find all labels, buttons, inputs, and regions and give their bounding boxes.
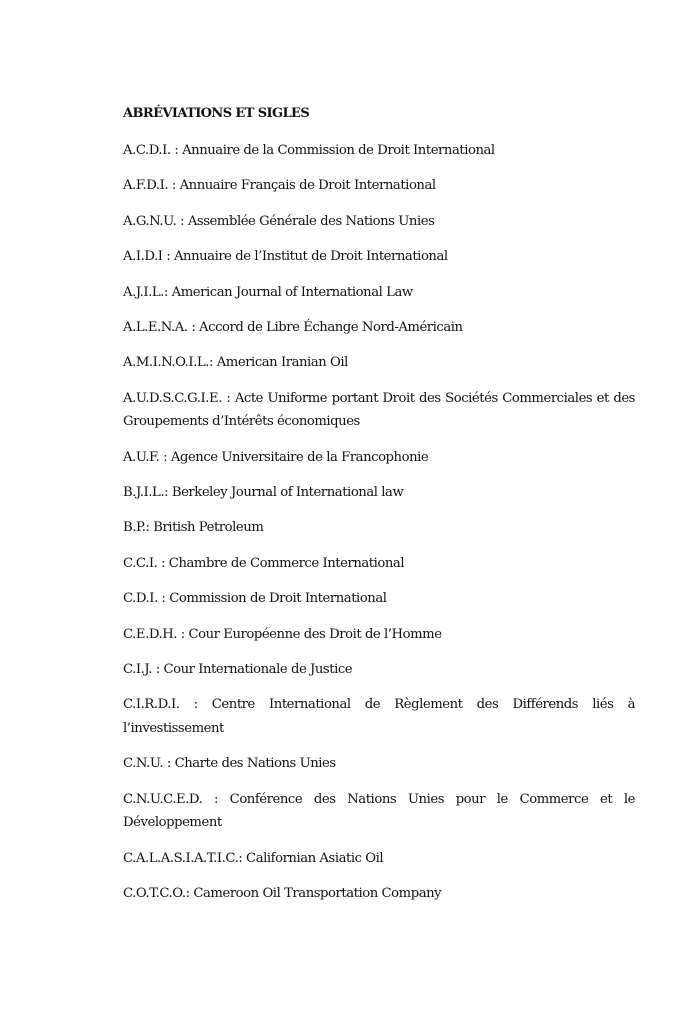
abbreviation-entry: B.J.I.L.: Berkeley Journal of International law xyxy=(123,485,404,501)
abbreviation-entry: A.C.D.I. : Annuaire de la Commission de Droit International xyxy=(123,143,495,158)
abbreviation-list xyxy=(123,139,635,905)
abbreviation-entry: C.A.L.A.S.I.A.T.I.C.: Californian Asiatic Oil xyxy=(123,850,384,866)
abbreviation-entry: C.O.T.C.O.: Cameroon Oil Transportation Company xyxy=(123,885,442,901)
abbreviation-entry: C.N.U. : Charte des Nations Unies xyxy=(123,756,336,772)
abbreviation-entry: C.I.R.D.I. : Centre International de Règlement des Différends liés à l’investissement xyxy=(123,697,635,736)
abbreviation-entry: A.M.I.N.O.I.L.: American Iranian Oil xyxy=(123,355,348,371)
abbreviation-entry: B.P.: British Petroleum xyxy=(123,520,264,536)
page-heading: ABRÉVIATIONS ET SIGLES xyxy=(123,106,310,121)
abbreviation-entry: A.G.N.U. : Assemblée Générale des Nations Unies xyxy=(123,213,435,229)
abbreviation-entry: C.D.I. : Commission de Droit International xyxy=(123,591,387,607)
abbreviations-page xyxy=(123,104,635,917)
abbreviation-entry: C.N.U.C.E.D. : Conférence des Nations Unies pour le Commerce et le Développement xyxy=(123,791,635,831)
abbreviation-entry: C.I.J. : Cour Internationale de Justice xyxy=(123,661,353,677)
abbreviation-entry: A.F.D.I. : Annuaire Français de Droit International xyxy=(123,178,436,194)
abbreviation-entry: A.U.D.S.C.G.I.E. : Acte Uniforme portant Droit des Sociétés Commerciales et des Groupements d’Intérêts économiques xyxy=(123,390,635,430)
abbreviation-entry: A.I.D.I : Annuaire de l’Institut de Droit International xyxy=(123,249,448,265)
abbreviation-entry: A.L.E.N.A. : Accord de Libre Échange Nord-Américain xyxy=(123,319,463,335)
abbreviation-entry: C.C.I. : Chambre de Commerce International xyxy=(123,555,405,571)
abbreviation-entry: C.E.D.H. : Cour Européenne des Droit de l’Homme xyxy=(123,626,442,642)
abbreviation-entry: A.J.I.L.: American Journal of International Law xyxy=(123,284,413,300)
abbreviation-entry: A.U.F. : Agence Universitaire de la Francophonie xyxy=(123,449,429,465)
